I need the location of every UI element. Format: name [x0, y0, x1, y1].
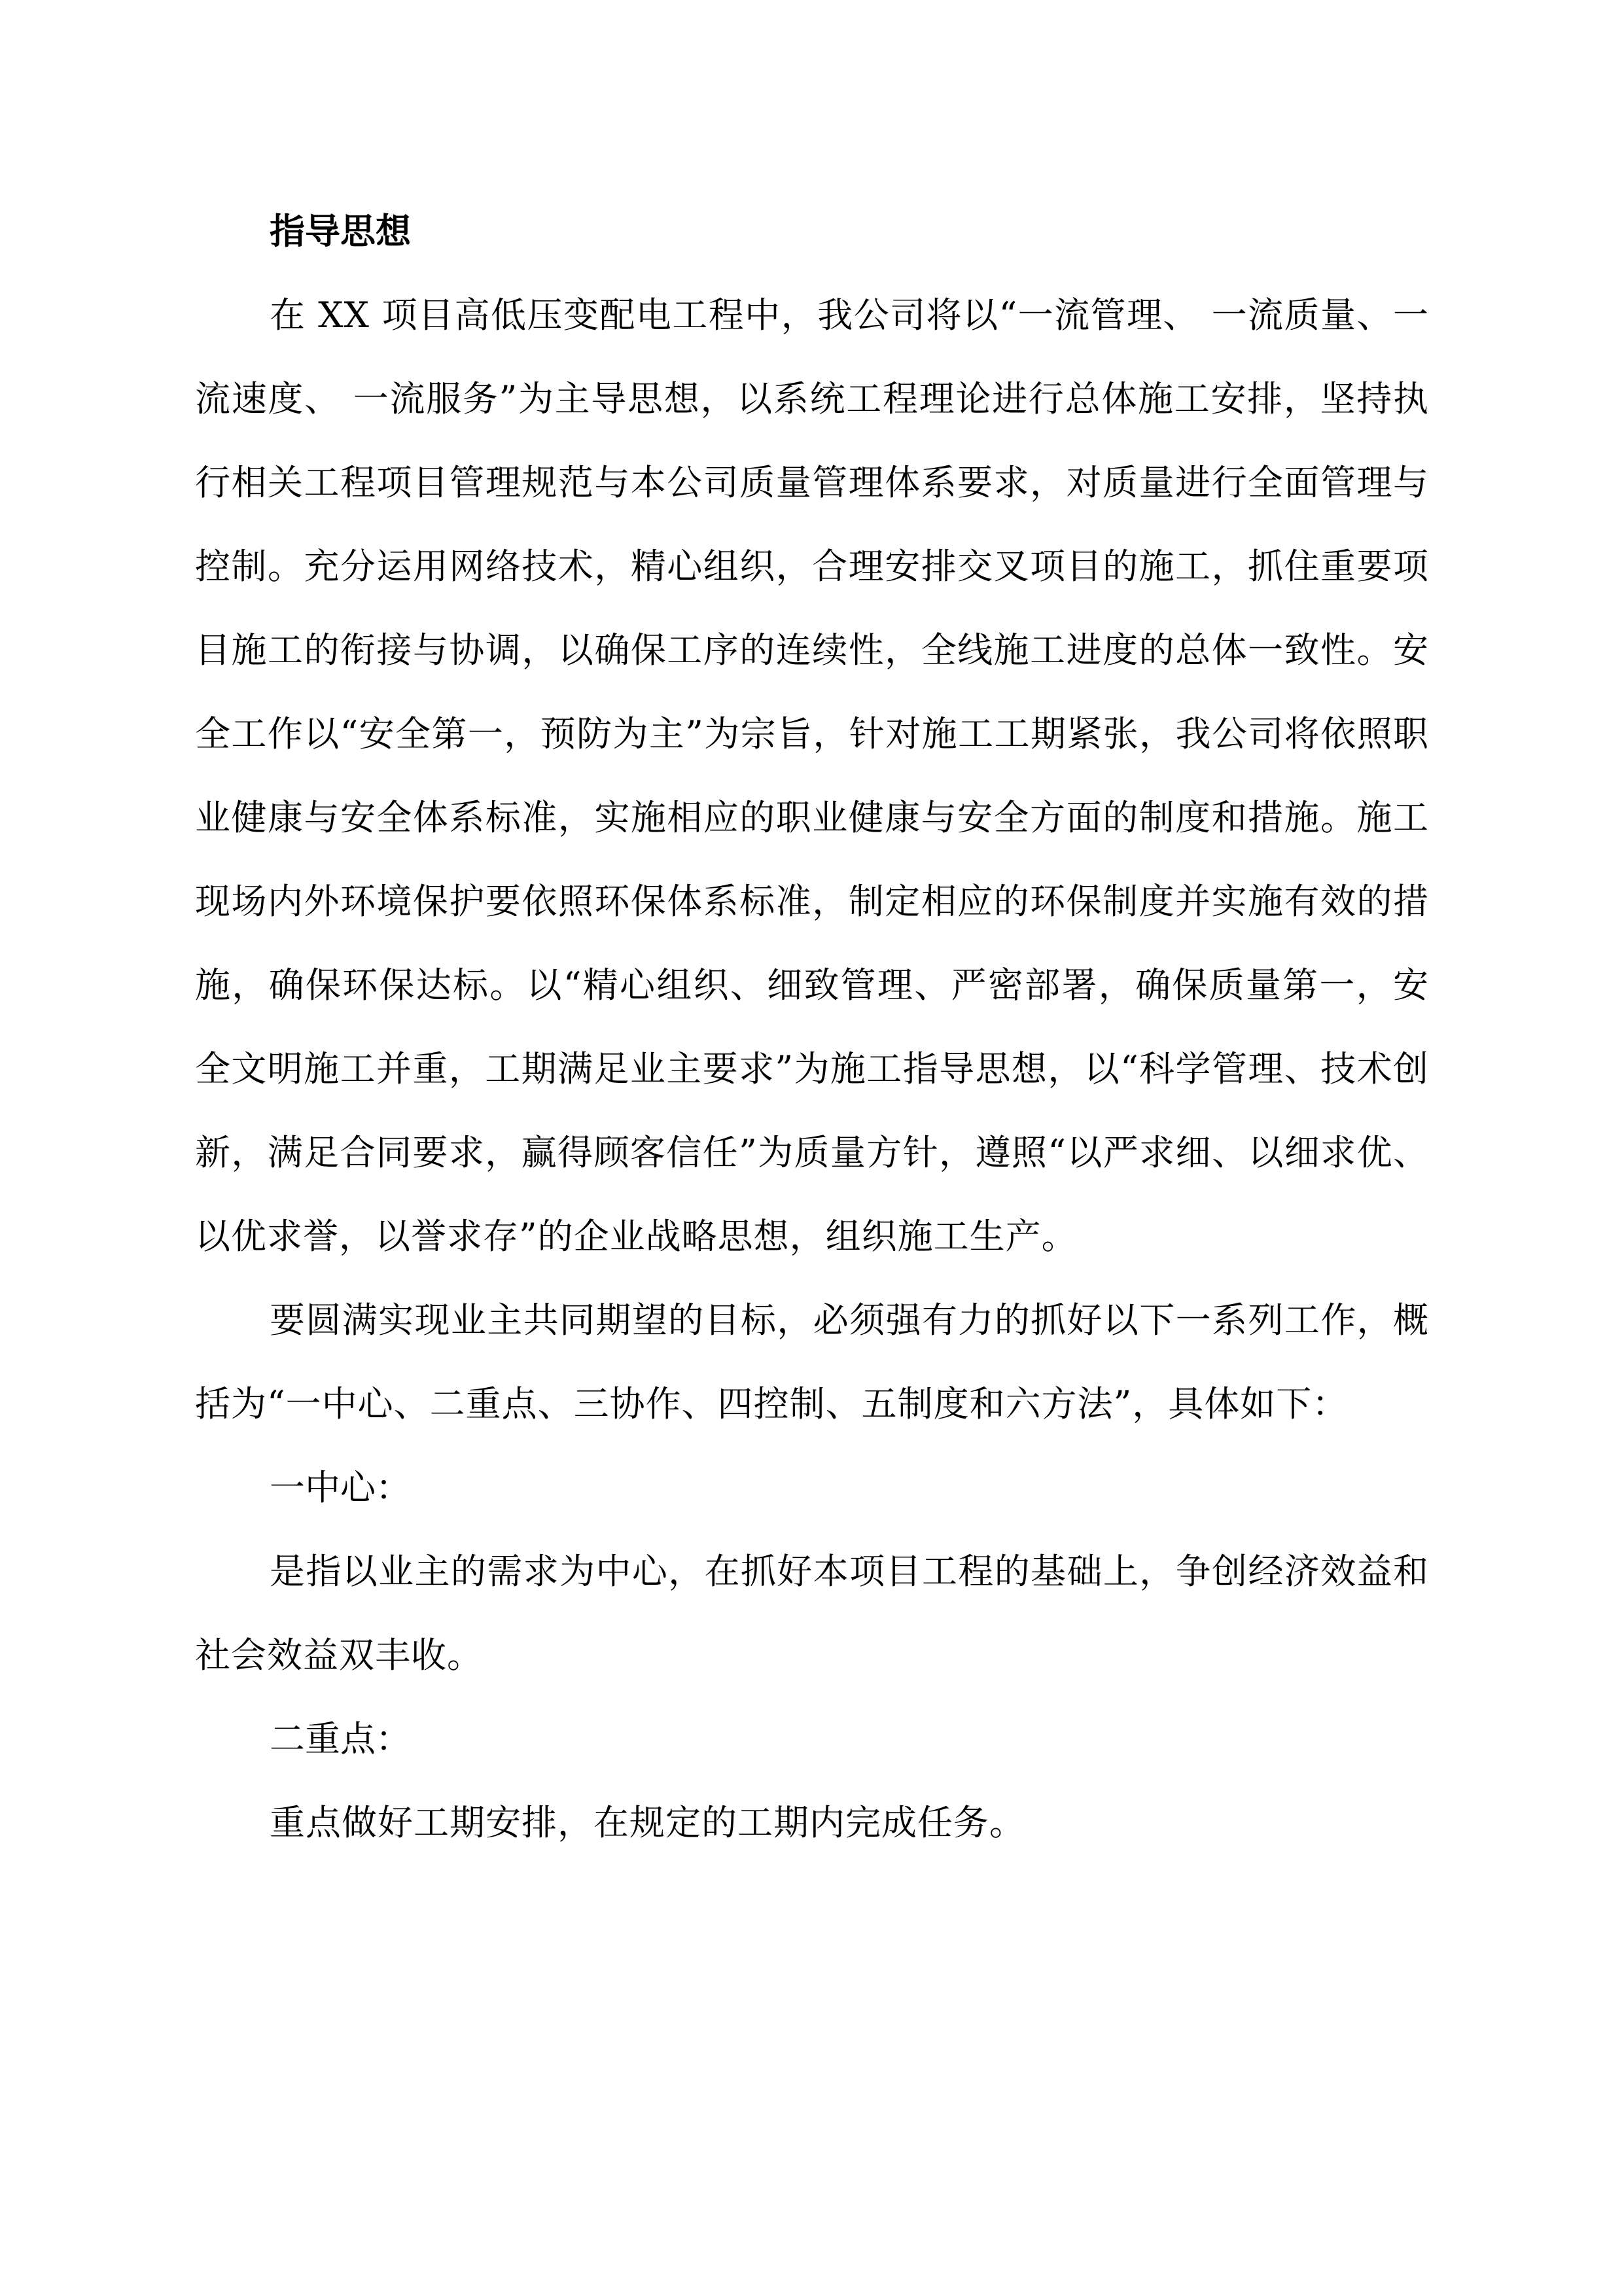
focus-paragraph: 重点做好工期安排，在规定的工期内完成任务。 — [270, 1802, 1025, 1843]
center-paragraph: 是指以业主的需求为中心，在抓好本项目工程的基础上，争创经济效益和社会效益双丰收。 — [195, 1551, 1429, 1676]
center-subheading: 一中心： — [270, 1467, 411, 1508]
goals-paragraph: 要圆满实现业主共同期望的目标，必须强有力的抓好以下一系列工作，概括为“一中心、二重点、三协作、四控制、五制度和六方法”，具体如下： — [195, 1299, 1429, 1424]
focus-subheading: 二重点： — [270, 1718, 411, 1759]
document-body — [195, 190, 1429, 1865]
section-heading: 指导思想 — [270, 211, 411, 252]
intro-paragraph: 在 XX 项目高低压变配电工程中，我公司将以“一流管理、 一流质量、一流速度、 一流服务”为主导思想，以系统工程理论进行总体施工安排，坚持执行相关工程项目管理规范与本公司质量管理体系要求，对质量进行全面管理与控制。充分运用网络技术，精心组织，合理安排交叉项目的施工，抓住重要项目施工的衔接与协调，以确保工序的连续性，全线施工进度的总体一致性。安全工作以“安全第一，预防为主”为宗旨，针对施工工期紧张，我公司将依照职业健康与安全体系标准，实施相应的职业健康与安全方面的制度和措施。施工现场内外环境保护要依照环保体系标准，制定相应的环保制度并实施有效的措施，确保环保达标。以“精心组织、细致管理、严密部署，确保质量第一，安全文明施工并重，工期满足业主要求”为施工指导思想，以“科学管理、技术创新，满足合同要求，赢得顾客信任”为质量方针，遵照“以严求细、以细求优、以优求誉，以誉求存”的企业战略思想，组织施工生产。 — [195, 294, 1429, 1257]
